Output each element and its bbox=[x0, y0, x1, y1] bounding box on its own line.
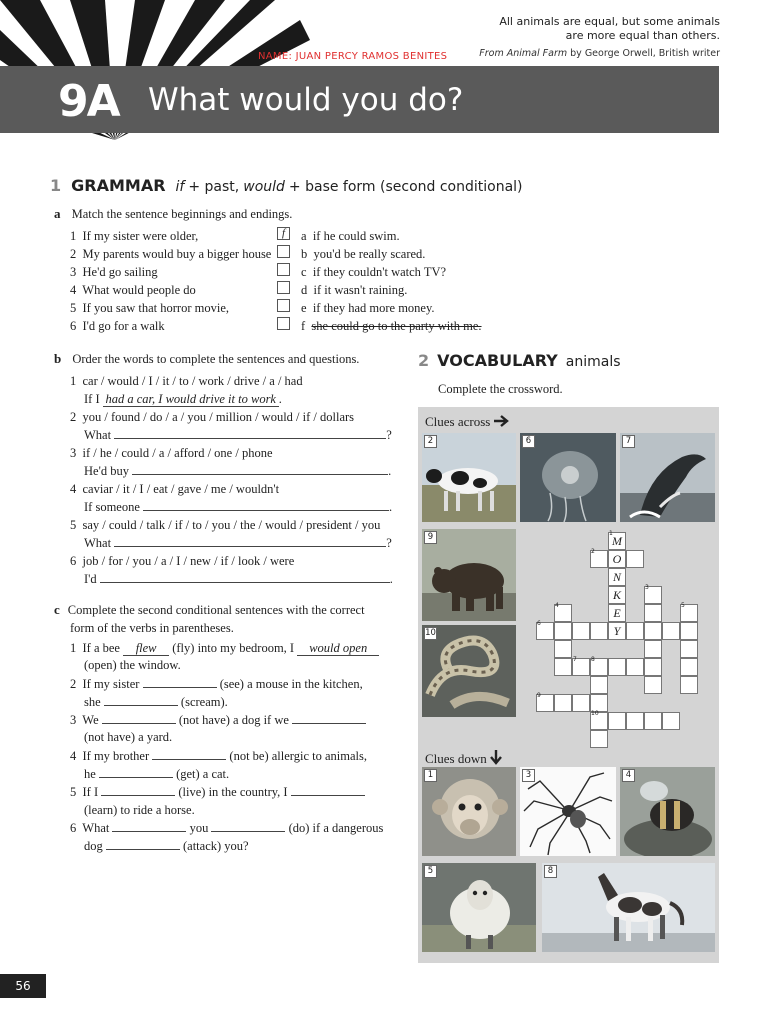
order-words-list bbox=[70, 372, 393, 588]
answer-line: What ? bbox=[84, 536, 392, 550]
crossword-cell[interactable]: N bbox=[608, 568, 626, 586]
photo-number-1: 1 bbox=[424, 769, 437, 782]
verb-field-2b[interactable] bbox=[104, 693, 178, 706]
crossword-instruction: Complete the crossword. bbox=[438, 382, 563, 396]
clue-number-9: 9 bbox=[537, 692, 541, 699]
match-beginnings-list bbox=[70, 227, 271, 335]
photo-number-9: 9 bbox=[424, 531, 437, 544]
crossword-cell[interactable] bbox=[680, 658, 698, 676]
answer-line: If someone . bbox=[84, 500, 393, 514]
crossword-cell[interactable] bbox=[644, 658, 662, 676]
list-item: d if it wasn't raining. bbox=[301, 283, 408, 297]
verb-field-5b[interactable] bbox=[291, 783, 365, 796]
photo-number-8: 8 bbox=[544, 865, 557, 878]
clue-number-1: 1 bbox=[609, 530, 613, 537]
crossword-cell[interactable]: E bbox=[608, 604, 626, 622]
crossword-cell[interactable] bbox=[662, 712, 680, 730]
photo-jellyfish bbox=[520, 433, 616, 522]
quote-source: From Animal Farm by George Orwell, British writer bbox=[479, 48, 720, 59]
verb-field-6a[interactable] bbox=[112, 819, 186, 832]
clue-number-10: 10 bbox=[591, 710, 599, 717]
crossword-cell[interactable] bbox=[608, 712, 626, 730]
photo-number-6: 6 bbox=[522, 435, 535, 448]
exercise-c-instruction: c Complete the second conditional sentences with the correct form of the verbs in parentheses. bbox=[54, 602, 365, 635]
student-name: NAME: JUAN PERCY RAMOS BENITES bbox=[258, 51, 448, 62]
crossword-cell[interactable] bbox=[554, 694, 572, 712]
list-item: 5 If you saw that horror movie, bbox=[70, 301, 229, 315]
crossword-cell[interactable] bbox=[590, 676, 608, 694]
crossword-cell[interactable] bbox=[680, 676, 698, 694]
list-item: 4 What would people do bbox=[70, 283, 196, 297]
crossword-cell[interactable] bbox=[626, 550, 644, 568]
list-item: 3 We (not have) a dog if we bbox=[70, 711, 383, 729]
photo-number-2: 2 bbox=[424, 435, 437, 448]
answer-field-5[interactable] bbox=[114, 534, 386, 547]
clue-number-6: 6 bbox=[537, 620, 541, 627]
crossword-cell[interactable] bbox=[626, 712, 644, 730]
quote-line-2: are more equal than others. bbox=[565, 29, 720, 42]
answer-box-6[interactable] bbox=[277, 317, 290, 330]
epigraph-quote bbox=[499, 15, 720, 43]
answer-field-1[interactable]: had a car, I would drive it to work bbox=[103, 393, 279, 407]
answer-line: If I had a car, I would drive it to work . bbox=[84, 392, 282, 406]
list-item: 2 If my sister (see) a mouse in the kitchen, bbox=[70, 676, 363, 691]
list-item: 6 What you (do) if a dangerous bbox=[70, 820, 384, 835]
answer-line: I'd . bbox=[84, 572, 393, 586]
list-item: 4 If my brother (not be) allergic to animals, bbox=[70, 748, 367, 763]
list-item: 1 If a bee flew (fly) into my bedroom, I would open bbox=[70, 640, 383, 657]
answer-field-6[interactable] bbox=[100, 570, 390, 583]
photo-sheep bbox=[422, 863, 536, 952]
list-item: 5 say / could / talk / if / to / you / the / would / president / you bbox=[70, 518, 381, 532]
crossword-cell[interactable] bbox=[554, 658, 572, 676]
answer-box-5[interactable] bbox=[277, 299, 290, 312]
clue-number-5: 5 bbox=[681, 602, 685, 609]
crossword-cell[interactable] bbox=[626, 622, 644, 640]
photo-number-4: 4 bbox=[622, 769, 635, 782]
list-item: 2 you / found / do / a / you / million / would / if / dollars bbox=[70, 410, 355, 424]
quote-line-1: All animals are equal, but some animals bbox=[499, 15, 720, 28]
crossword-cell[interactable] bbox=[554, 640, 572, 658]
photo-number-10: 10 bbox=[425, 628, 436, 638]
crossword-cell[interactable] bbox=[554, 622, 572, 640]
answer-field-3[interactable] bbox=[132, 462, 388, 475]
list-item: 4 caviar / it / I / eat / gave / me / wouldn't bbox=[70, 482, 280, 496]
clue-number-2: 2 bbox=[591, 548, 595, 555]
list-item: c if they couldn't watch TV? bbox=[301, 265, 447, 279]
sheep-illustration bbox=[422, 863, 536, 952]
crossword-cell[interactable] bbox=[608, 658, 626, 676]
crossword-cell[interactable] bbox=[644, 604, 662, 622]
photo-number-5: 5 bbox=[424, 865, 437, 878]
list-item: 1 If my sister were older, bbox=[70, 229, 199, 243]
list-item: e if they had more money. bbox=[301, 301, 435, 315]
crossword-panel bbox=[418, 407, 719, 963]
verb-field-2a[interactable] bbox=[143, 675, 217, 688]
crossword-cell[interactable] bbox=[626, 658, 644, 676]
crossword-cell[interactable] bbox=[644, 622, 662, 640]
photo-whale bbox=[620, 433, 715, 522]
crossword-cell[interactable]: K bbox=[608, 586, 626, 604]
answer-box-2[interactable] bbox=[277, 245, 290, 258]
page-title: What would you do? bbox=[148, 82, 464, 118]
list-item: b you'd be really scared. bbox=[301, 247, 426, 261]
grammar-heading: 1 GRAMMAR if + past, would + base form (second conditional) bbox=[50, 176, 523, 195]
verb-field-3a[interactable] bbox=[102, 711, 176, 724]
list-item: 3 if / he / could / a / afford / one / phone bbox=[70, 446, 273, 460]
list-item: 3 He'd go sailing bbox=[70, 265, 158, 279]
arrow-down-icon bbox=[490, 750, 502, 765]
answer-box-4[interactable] bbox=[277, 281, 290, 294]
photo-spider bbox=[520, 767, 616, 856]
list-item: a if he could swim. bbox=[301, 229, 400, 243]
crossword-cell[interactable] bbox=[590, 622, 608, 640]
photo-cow bbox=[422, 433, 516, 522]
crossword-cell[interactable] bbox=[680, 622, 698, 640]
page-number: 56 bbox=[0, 974, 46, 998]
crossword-cell[interactable]: M bbox=[608, 532, 626, 550]
photo-bee bbox=[620, 767, 715, 856]
vocabulary-heading: 2 VOCABULARY animals bbox=[418, 351, 621, 370]
verb-field-1a[interactable]: flew bbox=[123, 642, 169, 656]
verb-field-3b[interactable] bbox=[292, 711, 366, 724]
answer-field-2[interactable] bbox=[114, 426, 386, 439]
verb-field-6b[interactable] bbox=[211, 819, 285, 832]
crossword-cell[interactable] bbox=[590, 730, 608, 748]
verb-field-4a[interactable] bbox=[152, 747, 226, 760]
list-item: 5 If I (live) in the country, I bbox=[70, 783, 383, 801]
crossword-cell[interactable] bbox=[644, 676, 662, 694]
horse-illustration bbox=[542, 863, 715, 952]
verb-field-4b[interactable] bbox=[99, 765, 173, 778]
answer-box-1[interactable]: f bbox=[277, 227, 290, 240]
photo-bear bbox=[422, 529, 516, 621]
answer-line: What ? bbox=[84, 428, 392, 442]
photo-horse bbox=[542, 863, 715, 952]
list-item: 6 job / for / you / a / I / new / if / look / were bbox=[70, 554, 295, 568]
crossword-cell[interactable] bbox=[680, 640, 698, 658]
crossword-cell[interactable] bbox=[572, 694, 590, 712]
clues-down-heading: Clues down bbox=[425, 750, 502, 767]
clue-number-3: 3 bbox=[645, 584, 649, 591]
conditional-sentences-list: 1 If a bee flew (fly) into my bedroom, I would open (open) the window. 2 If my sister (see) a mouse in the kitchen, she (scream). 3 We (not have) a dog if we (not have) a yard. 4 If my brother (not be) allergic to animals, he (get) a cat. 5 If I (live) in the country, I (learn) to ride a horse. 6 What you (do) if a dangerous dog (attack) you? bbox=[70, 641, 384, 854]
clue-number-8: 8 bbox=[591, 656, 595, 663]
photo-snake bbox=[422, 625, 516, 717]
clues-across-heading: Clues across bbox=[425, 414, 510, 430]
answer-line: He'd buy . bbox=[84, 464, 392, 478]
arrow-right-icon bbox=[494, 415, 510, 427]
crossword-cell[interactable] bbox=[572, 622, 590, 640]
photo-number-7: 7 bbox=[622, 435, 635, 448]
crossword-cell[interactable] bbox=[644, 640, 662, 658]
crossword-cell[interactable]: O bbox=[608, 550, 626, 568]
list-item: 6 I'd go for a walk bbox=[70, 319, 165, 333]
list-item: 1 car / would / I / it / to / work / drive / a / had bbox=[70, 374, 303, 388]
match-endings-list bbox=[301, 227, 482, 335]
list-item: 2 My parents would buy a bigger house bbox=[70, 247, 272, 261]
exercise-b-instruction: b Order the words to complete the sentences and questions. bbox=[54, 351, 360, 366]
photo-monkey bbox=[422, 767, 516, 856]
crossword-cell[interactable]: Y bbox=[608, 622, 626, 640]
list-item: f she could go to the party with me. bbox=[301, 319, 482, 333]
photo-number-3: 3 bbox=[522, 769, 535, 782]
crossword-cell[interactable] bbox=[644, 712, 662, 730]
clue-number-7: 7 bbox=[573, 656, 577, 663]
exercise-a-instruction: a Match the sentence beginnings and endings. bbox=[54, 206, 293, 221]
crossword-cell[interactable] bbox=[662, 622, 680, 640]
answer-box-3[interactable] bbox=[277, 263, 290, 276]
verb-field-6c[interactable] bbox=[106, 837, 180, 850]
unit-number: 9A bbox=[58, 76, 119, 127]
verb-field-1b[interactable]: would open bbox=[297, 642, 379, 656]
clue-number-4: 4 bbox=[555, 602, 559, 609]
verb-field-5a[interactable] bbox=[101, 783, 175, 796]
answer-field-4[interactable] bbox=[143, 498, 389, 511]
